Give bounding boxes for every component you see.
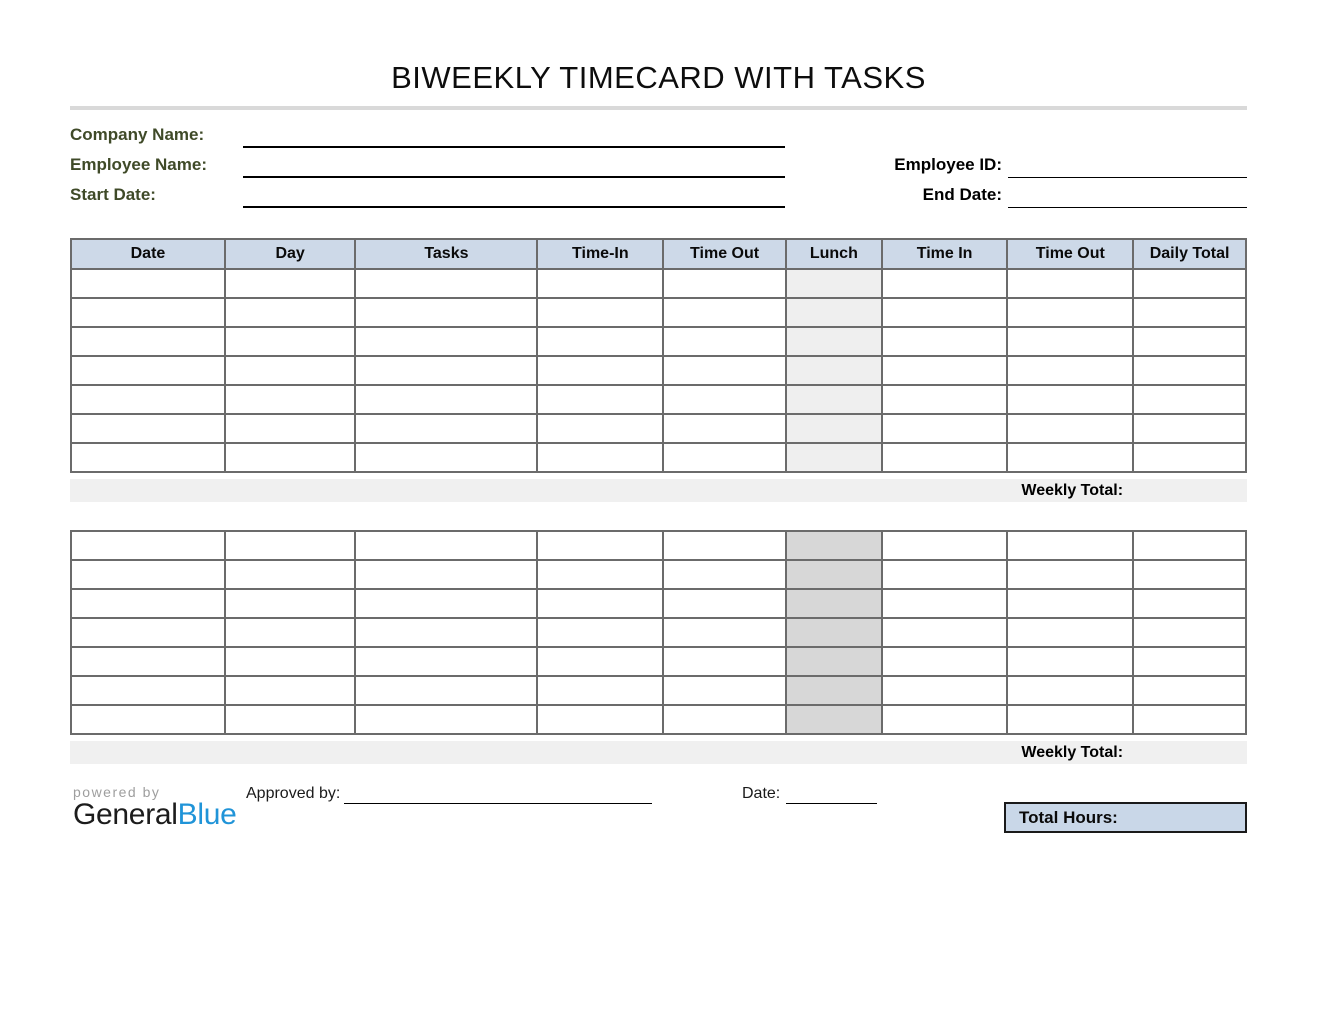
lunch-cell[interactable] (786, 443, 882, 472)
entry-cell[interactable] (225, 618, 355, 647)
header-row (71, 239, 1246, 269)
week1-total-label: Weekly Total: (1021, 482, 1124, 499)
entry-cell[interactable] (882, 676, 1008, 705)
week2-row-5 (71, 647, 1246, 676)
lunch-cell[interactable] (786, 298, 882, 327)
entry-cell[interactable] (225, 589, 355, 618)
lunch-cell[interactable] (786, 705, 882, 734)
week1-row-4 (71, 356, 1246, 385)
approved-by-field[interactable] (344, 782, 652, 804)
entry-cell[interactable] (355, 385, 537, 414)
entry-cell[interactable] (71, 705, 225, 734)
week2-row-6 (71, 676, 1246, 705)
entry-cell[interactable] (1007, 647, 1133, 676)
entry-cell[interactable] (882, 589, 1008, 618)
entry-cell[interactable] (355, 443, 537, 472)
entry-cell[interactable] (355, 414, 537, 443)
start-date-label: Start Date: (70, 185, 156, 204)
total-hours-box[interactable] (1004, 802, 1247, 833)
footer (70, 782, 1247, 852)
entry-cell[interactable] (663, 618, 786, 647)
end-date-field[interactable] (1008, 178, 1247, 208)
entry-cell[interactable] (537, 356, 663, 385)
entry-cell[interactable] (355, 647, 537, 676)
entry-cell[interactable] (663, 269, 786, 298)
entry-cell[interactable] (355, 356, 537, 385)
entry-cell[interactable] (663, 676, 786, 705)
entry-cell[interactable] (225, 531, 355, 560)
entry-cell[interactable] (225, 356, 355, 385)
entry-cell[interactable] (71, 618, 225, 647)
entry-cell[interactable] (355, 618, 537, 647)
entry-cell[interactable] (663, 298, 786, 327)
entry-cell[interactable] (1007, 531, 1133, 560)
employee-id-label: Employee ID: (894, 155, 1002, 174)
start-date-field[interactable] (243, 178, 785, 208)
entry-cell[interactable] (225, 327, 355, 356)
entry-cell[interactable] (663, 385, 786, 414)
week2-total-label: Weekly Total: (1021, 744, 1124, 761)
entry-cell[interactable] (225, 269, 355, 298)
week2-row-3 (71, 589, 1246, 618)
week2-row-2 (71, 560, 1246, 589)
entry-cell[interactable] (663, 705, 786, 734)
entry-cell[interactable] (882, 705, 1008, 734)
date-row (742, 782, 877, 804)
entry-cell[interactable] (71, 531, 225, 560)
entry-cell[interactable] (537, 414, 663, 443)
timecard-page (70, 0, 1247, 852)
entry-cell[interactable] (1007, 676, 1133, 705)
brand-blue: Blue (177, 798, 237, 831)
lunch-cell[interactable] (786, 385, 882, 414)
employee-name-field[interactable] (243, 148, 785, 178)
info-section (70, 118, 1247, 208)
entry-cell[interactable] (1007, 618, 1133, 647)
entry-cell[interactable] (1007, 269, 1133, 298)
entry-cell[interactable] (71, 589, 225, 618)
lunch-cell[interactable] (786, 356, 882, 385)
entry-cell[interactable] (1133, 618, 1246, 647)
date-field[interactable] (786, 782, 877, 804)
entry-cell[interactable] (355, 676, 537, 705)
entry-cell[interactable] (71, 327, 225, 356)
entry-cell[interactable] (663, 356, 786, 385)
entry-cell[interactable] (225, 560, 355, 589)
lunch-cell[interactable] (786, 589, 882, 618)
entry-cell[interactable] (225, 705, 355, 734)
column-header-day: Day (225, 239, 355, 269)
entry-cell[interactable] (71, 269, 225, 298)
entry-cell[interactable] (1007, 560, 1133, 589)
entry-cell[interactable] (882, 327, 1008, 356)
brand-general: General (73, 798, 178, 831)
entry-cell[interactable] (225, 647, 355, 676)
column-header-lunch: Lunch (786, 239, 882, 269)
company-name-row (70, 118, 1247, 148)
entry-cell[interactable] (1133, 298, 1246, 327)
employee-name-row (70, 148, 1247, 178)
week2-row-4 (71, 618, 1246, 647)
entry-cell[interactable] (1007, 705, 1133, 734)
week2-table-slot (70, 530, 1247, 735)
entry-cell[interactable] (882, 298, 1008, 327)
column-header-date: Date (71, 239, 225, 269)
week2-table (70, 530, 1247, 735)
employee-id-field[interactable] (1008, 148, 1247, 178)
entry-cell[interactable] (355, 705, 537, 734)
powered-by-text: powered by (73, 784, 161, 800)
lunch-cell[interactable] (786, 618, 882, 647)
entry-cell[interactable] (71, 414, 225, 443)
entry-cell[interactable] (882, 560, 1008, 589)
week1-total-strip (70, 479, 1247, 502)
entry-cell[interactable] (71, 356, 225, 385)
week1-table-slot (70, 238, 1247, 473)
lunch-cell[interactable] (786, 531, 882, 560)
entry-cell[interactable] (355, 298, 537, 327)
entry-cell[interactable] (1133, 676, 1246, 705)
entry-cell[interactable] (1133, 443, 1246, 472)
column-header-time-out: Time Out (663, 239, 786, 269)
entry-cell[interactable] (355, 531, 537, 560)
entry-cell[interactable] (355, 327, 537, 356)
brand-wordmark (73, 799, 237, 831)
date-label: Date: (742, 785, 781, 802)
approved-by-label: Approved by: (246, 785, 341, 802)
entry-cell[interactable] (1133, 385, 1246, 414)
entry-cell[interactable] (1007, 385, 1133, 414)
lunch-cell[interactable] (786, 414, 882, 443)
entry-cell[interactable] (537, 560, 663, 589)
entry-cell[interactable] (71, 443, 225, 472)
lunch-cell[interactable] (786, 647, 882, 676)
start-date-row (70, 178, 1247, 208)
week2-row-7 (71, 705, 1246, 734)
week1-row-1 (71, 269, 1246, 298)
entry-cell[interactable] (882, 385, 1008, 414)
entry-cell[interactable] (882, 443, 1008, 472)
entry-cell[interactable] (663, 531, 786, 560)
entry-cell[interactable] (882, 618, 1008, 647)
entry-cell[interactable] (537, 269, 663, 298)
lunch-cell[interactable] (786, 560, 882, 589)
week2-row-1 (71, 531, 1246, 560)
entry-cell[interactable] (1133, 327, 1246, 356)
entry-cell[interactable] (225, 298, 355, 327)
week1-row-6 (71, 414, 1246, 443)
column-header-time-in: Time-In (537, 239, 663, 269)
week1-row-7 (71, 443, 1246, 472)
entry-cell[interactable] (882, 647, 1008, 676)
page-title: BIWEEKLY TIMECARD WITH TASKS (391, 60, 926, 95)
entry-cell[interactable] (225, 676, 355, 705)
entry-cell[interactable] (537, 705, 663, 734)
entry-cell[interactable] (71, 385, 225, 414)
entry-cell[interactable] (537, 443, 663, 472)
entry-cell[interactable] (663, 589, 786, 618)
general-blue-logo (73, 784, 237, 831)
entry-cell[interactable] (225, 385, 355, 414)
entry-cell[interactable] (537, 647, 663, 676)
total-hours-label: Total Hours: (1019, 807, 1118, 827)
entry-cell[interactable] (537, 676, 663, 705)
entry-cell[interactable] (882, 356, 1008, 385)
entry-cell[interactable] (1133, 356, 1246, 385)
entry-cell[interactable] (71, 298, 225, 327)
entry-cell[interactable] (1007, 414, 1133, 443)
entry-cell[interactable] (663, 443, 786, 472)
entry-cell[interactable] (1007, 298, 1133, 327)
approved-by-row (246, 782, 652, 804)
entry-cell[interactable] (1007, 443, 1133, 472)
column-header-time-in: Time In (882, 239, 1008, 269)
entry-cell[interactable] (537, 589, 663, 618)
lunch-cell[interactable] (786, 269, 882, 298)
entry-cell[interactable] (663, 327, 786, 356)
entry-cell[interactable] (1133, 269, 1246, 298)
entry-cell[interactable] (1133, 531, 1246, 560)
company-name-field[interactable] (243, 118, 785, 148)
entry-cell[interactable] (71, 560, 225, 589)
week2-total-strip (70, 741, 1247, 764)
entry-cell[interactable] (882, 269, 1008, 298)
entry-cell[interactable] (225, 414, 355, 443)
column-header-time-out: Time Out (1007, 239, 1133, 269)
entry-cell[interactable] (537, 618, 663, 647)
week1-row-5 (71, 385, 1246, 414)
week1-row-3 (71, 327, 1246, 356)
entry-cell[interactable] (537, 385, 663, 414)
end-date-label: End Date: (922, 185, 1002, 204)
entry-cell[interactable] (882, 414, 1008, 443)
entry-cell[interactable] (355, 589, 537, 618)
entry-cell[interactable] (1007, 356, 1133, 385)
lunch-cell[interactable] (786, 676, 882, 705)
employee-name-label: Employee Name: (70, 155, 207, 174)
week1-table (70, 238, 1247, 473)
entry-cell[interactable] (1007, 327, 1133, 356)
entry-cell[interactable] (1133, 705, 1246, 734)
entry-cell[interactable] (1133, 589, 1246, 618)
week1-row-2 (71, 298, 1246, 327)
entry-cell[interactable] (663, 560, 786, 589)
title-divider (70, 106, 1247, 110)
entry-cell[interactable] (71, 647, 225, 676)
entry-cell[interactable] (537, 327, 663, 356)
lunch-cell[interactable] (786, 327, 882, 356)
entry-cell[interactable] (663, 414, 786, 443)
entry-cell[interactable] (355, 560, 537, 589)
entry-cell[interactable] (537, 531, 663, 560)
entry-cell[interactable] (1133, 560, 1246, 589)
entry-cell[interactable] (1133, 647, 1246, 676)
company-name-label: Company Name: (70, 125, 205, 144)
entry-cell[interactable] (1133, 414, 1246, 443)
entry-cell[interactable] (225, 443, 355, 472)
entry-cell[interactable] (882, 531, 1008, 560)
entry-cell[interactable] (537, 298, 663, 327)
entry-cell[interactable] (1007, 589, 1133, 618)
entry-cell[interactable] (355, 269, 537, 298)
entry-cell[interactable] (71, 676, 225, 705)
column-header-daily-total: Daily Total (1133, 239, 1246, 269)
entry-cell[interactable] (663, 647, 786, 676)
column-header-tasks: Tasks (355, 239, 537, 269)
